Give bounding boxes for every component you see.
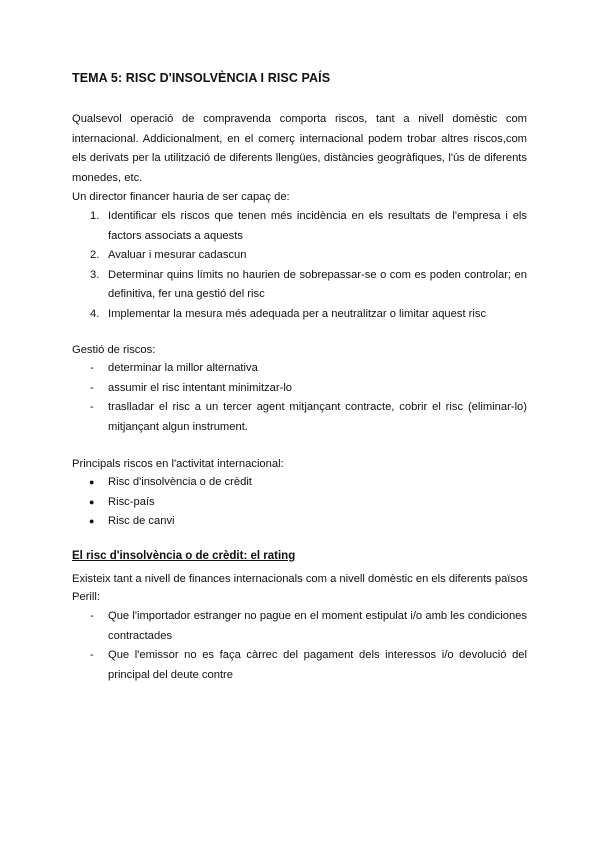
- list-marker: 2.: [90, 249, 100, 261]
- list-item-text: Implementar la mesura més adequada per a neutralitzar o limitar aquest risc: [108, 307, 487, 320]
- list-item-text: Identificar els riscos que tenen més incidència en els resultats de l'empresa i els factors associats a aquests: [108, 210, 527, 242]
- principals-list: [72, 473, 527, 532]
- page-title: TEMA 5: RISC D'INSOLVÈNCIA I RISC PAÍS: [72, 71, 331, 85]
- list-marker: 1.: [90, 210, 100, 222]
- dash-marker: -: [90, 362, 94, 374]
- principals-lead: Principals riscos en l'activitat internacional:: [72, 458, 284, 470]
- director-lead: Un director financer hauria de ser capaç de:: [72, 191, 290, 203]
- list-item: [72, 305, 527, 325]
- list-item: [72, 207, 527, 246]
- dash-marker: -: [90, 610, 94, 622]
- list-item: [72, 246, 527, 266]
- list-item-text: Que l'emissor no es faça càrrec del pagament dels interessos i/o devolució del principal del deute contre: [108, 649, 527, 681]
- list-item-text: Que l'importador estranger no pague en el moment estipulat i/o amb les condiciones contractades: [108, 610, 527, 642]
- list-item-text: traslladar el risc a un tercer agent mitjançant contracte, cobrir el risc (eliminar-lo) mitjançant algun instrument.: [108, 401, 527, 433]
- list-item-text: Risc de canvi: [108, 515, 175, 527]
- section-line: Existeix tant a nivell de finances internacionals com a nivell domèstic en els diferents països: [72, 573, 528, 585]
- bullet-icon: ●: [89, 477, 95, 487]
- gestio-lead: Gestió de riscos:: [72, 344, 156, 356]
- gestio-list: [72, 359, 527, 437]
- list-item: [72, 512, 527, 532]
- list-item: [72, 379, 527, 399]
- list-item: [72, 359, 527, 379]
- list-marker: 4.: [90, 307, 100, 320]
- list-item: [72, 607, 527, 646]
- dash-marker: -: [90, 649, 94, 661]
- intro-paragraph: Qualsevol operació de compravenda comporta riscos, tant a nivell domèstic com internacional. Addicionalment, en el comerç internacional podem trobar altres riscos,com els derivats per la utilització de diferents llengües, distàncies geogràfiques, l'ús de diferents monedes, etc.: [72, 113, 527, 184]
- section-heading: El risc d'insolvència o de crèdit: el rating: [72, 550, 296, 562]
- list-item: [72, 493, 527, 513]
- bullet-icon: ●: [89, 496, 95, 507]
- list-item-text: assumir el risc intentant minimitzar-lo: [108, 381, 293, 394]
- list-item: [72, 646, 527, 685]
- list-item: [72, 266, 527, 305]
- list-item-text: Avaluar i mesurar cadascun: [108, 249, 247, 261]
- perill-list: [72, 607, 527, 685]
- director-list: [72, 207, 527, 324]
- list-item-text: Risc-país: [108, 495, 155, 508]
- list-item: [72, 473, 527, 493]
- list-marker: 3.: [90, 268, 100, 281]
- dash-marker: -: [90, 381, 94, 394]
- list-item: [72, 398, 527, 437]
- list-item-text: Risc d'insolvència o de crèdit: [108, 476, 252, 488]
- perill-lead: Perill:: [72, 591, 100, 603]
- dash-marker: -: [90, 401, 94, 413]
- list-item-text: Determinar quins límits no haurien de sobrepassar-se o com es poden controlar; en definitiva, fer una gestió del risc: [108, 268, 527, 300]
- bullet-icon: ●: [89, 516, 95, 526]
- list-item-text: determinar la millor alternativa: [108, 362, 258, 374]
